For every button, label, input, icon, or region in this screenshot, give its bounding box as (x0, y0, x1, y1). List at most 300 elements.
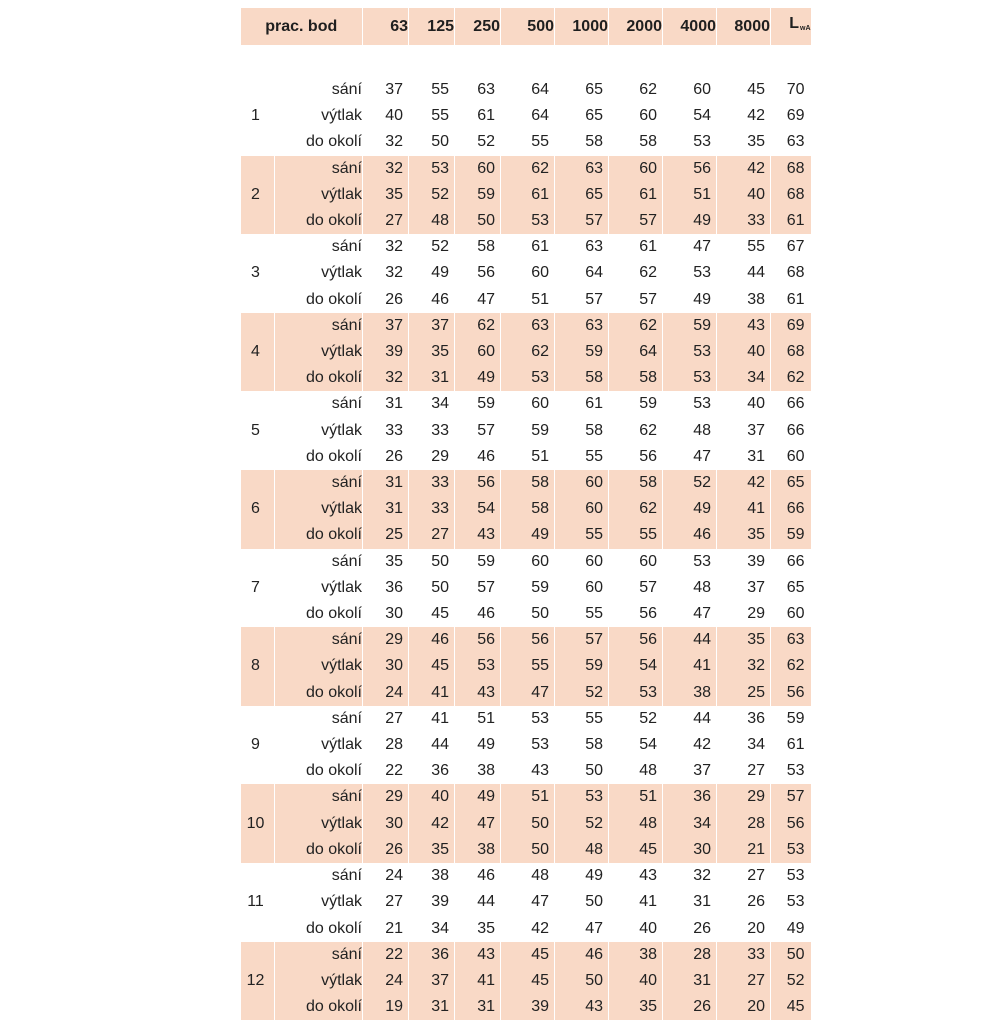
table-row (241, 260, 811, 286)
band-value-cell: 58 (555, 129, 609, 155)
measurement-location-label: sání (275, 706, 363, 732)
band-value-cell: 55 (555, 706, 609, 732)
band-value-cell: 46 (555, 942, 609, 968)
band-value-cell: 61 (455, 103, 501, 129)
band-value-cell: 55 (609, 522, 663, 548)
band-value-cell: 37 (717, 575, 771, 601)
band-value-cell: 59 (555, 653, 609, 679)
table-row (241, 916, 811, 942)
band-value-cell: 33 (717, 208, 771, 234)
lwa-value-cell: 63 (771, 627, 811, 653)
measurement-location-label: do okolí (275, 287, 363, 313)
table-row (241, 784, 811, 810)
band-value-cell: 28 (663, 942, 717, 968)
lwa-value-cell: 52 (771, 968, 811, 994)
band-value-cell: 63 (555, 313, 609, 339)
band-value-cell: 28 (717, 811, 771, 837)
lwa-value-cell: 49 (771, 916, 811, 942)
band-value-cell: 39 (409, 889, 455, 915)
band-value-cell: 30 (363, 601, 409, 627)
table-row (241, 811, 811, 837)
table-row (241, 287, 811, 313)
band-value-cell: 31 (663, 968, 717, 994)
band-value-cell: 36 (409, 942, 455, 968)
band-value-cell: 37 (717, 418, 771, 444)
band-value-cell: 30 (363, 811, 409, 837)
band-value-cell: 35 (363, 182, 409, 208)
band-value-cell: 50 (409, 575, 455, 601)
band-value-cell: 49 (663, 287, 717, 313)
operating-point-number: 3 (241, 234, 275, 313)
lwa-value-cell: 61 (771, 208, 811, 234)
band-value-cell: 26 (663, 916, 717, 942)
band-value-cell: 40 (609, 916, 663, 942)
band-value-cell: 57 (455, 418, 501, 444)
band-value-cell: 33 (409, 470, 455, 496)
band-value-cell: 61 (555, 391, 609, 417)
table-row (241, 968, 811, 994)
measurement-location-label: do okolí (275, 994, 363, 1020)
lwa-value-cell: 63 (771, 129, 811, 155)
band-value-cell: 26 (717, 889, 771, 915)
band-value-cell: 29 (717, 601, 771, 627)
lwa-value-cell: 66 (771, 391, 811, 417)
band-value-cell: 62 (609, 313, 663, 339)
band-value-cell: 57 (555, 627, 609, 653)
band-value-cell: 49 (455, 365, 501, 391)
lwa-value-cell: 59 (771, 706, 811, 732)
measurement-location-label: výtlak (275, 889, 363, 915)
band-value-cell: 53 (663, 365, 717, 391)
measurement-location-label: sání (275, 156, 363, 182)
lwa-value-cell: 68 (771, 182, 811, 208)
band-value-cell: 54 (455, 496, 501, 522)
table-row (241, 522, 811, 548)
table-row (241, 889, 811, 915)
lwa-value-cell: 53 (771, 889, 811, 915)
table-row (241, 496, 811, 522)
band-value-cell: 58 (455, 234, 501, 260)
band-value-cell: 60 (455, 156, 501, 182)
band-value-cell: 63 (501, 313, 555, 339)
band-value-cell: 48 (609, 811, 663, 837)
band-value-cell: 42 (717, 156, 771, 182)
band-value-cell: 54 (609, 732, 663, 758)
table-row (241, 601, 811, 627)
band-value-cell: 60 (555, 575, 609, 601)
table-row (241, 627, 811, 653)
header-band-250: 250 (455, 8, 501, 45)
band-value-cell: 33 (363, 418, 409, 444)
band-value-cell: 49 (555, 863, 609, 889)
band-value-cell: 32 (363, 234, 409, 260)
band-value-cell: 56 (455, 627, 501, 653)
band-value-cell: 47 (501, 889, 555, 915)
band-value-cell: 42 (717, 470, 771, 496)
band-value-cell: 48 (501, 863, 555, 889)
band-value-cell: 39 (717, 549, 771, 575)
band-value-cell: 59 (455, 549, 501, 575)
header-band-63: 63 (363, 8, 409, 45)
table-row (241, 575, 811, 601)
operating-point-number: 10 (241, 784, 275, 863)
header-band-2000: 2000 (609, 8, 663, 45)
band-value-cell: 34 (717, 365, 771, 391)
header-point-label: prac. bod (241, 8, 363, 45)
band-value-cell: 42 (501, 916, 555, 942)
band-value-cell: 32 (363, 129, 409, 155)
band-value-cell: 41 (409, 706, 455, 732)
band-value-cell: 57 (609, 208, 663, 234)
band-value-cell: 33 (409, 418, 455, 444)
band-value-cell: 54 (609, 653, 663, 679)
table-row (241, 680, 811, 706)
band-value-cell: 32 (717, 653, 771, 679)
band-value-cell: 46 (455, 601, 501, 627)
measurement-location-label: do okolí (275, 916, 363, 942)
band-value-cell: 29 (363, 627, 409, 653)
band-value-cell: 26 (363, 837, 409, 863)
band-value-cell: 58 (501, 496, 555, 522)
band-value-cell: 37 (409, 313, 455, 339)
measurement-location-label: sání (275, 391, 363, 417)
measurement-location-label: do okolí (275, 365, 363, 391)
header-band-8000: 8000 (717, 8, 771, 45)
band-value-cell: 35 (455, 916, 501, 942)
band-value-cell: 55 (409, 77, 455, 103)
band-value-cell: 56 (663, 156, 717, 182)
band-value-cell: 47 (663, 601, 717, 627)
band-value-cell: 50 (455, 208, 501, 234)
table-row (241, 758, 811, 784)
band-value-cell: 62 (609, 418, 663, 444)
band-value-cell: 56 (609, 601, 663, 627)
band-value-cell: 32 (363, 365, 409, 391)
band-value-cell: 27 (363, 889, 409, 915)
band-value-cell: 46 (455, 444, 501, 470)
band-value-cell: 53 (555, 784, 609, 810)
band-value-cell: 55 (717, 234, 771, 260)
band-value-cell: 42 (717, 103, 771, 129)
band-value-cell: 32 (363, 156, 409, 182)
header-band-1000: 1000 (555, 8, 609, 45)
table-row (241, 942, 811, 968)
table-row (241, 339, 811, 365)
band-value-cell: 47 (455, 287, 501, 313)
band-value-cell: 19 (363, 994, 409, 1020)
band-value-cell: 55 (555, 601, 609, 627)
band-value-cell: 64 (555, 260, 609, 286)
table-row (241, 994, 811, 1020)
band-value-cell: 59 (555, 339, 609, 365)
band-value-cell: 55 (501, 653, 555, 679)
band-value-cell: 38 (717, 287, 771, 313)
band-value-cell: 27 (363, 208, 409, 234)
table-row (241, 706, 811, 732)
band-value-cell: 64 (501, 77, 555, 103)
table-row (241, 234, 811, 260)
band-value-cell: 51 (663, 182, 717, 208)
lwa-value-cell: 69 (771, 313, 811, 339)
band-value-cell: 56 (609, 627, 663, 653)
band-value-cell: 29 (363, 784, 409, 810)
operating-point-number: 9 (241, 706, 275, 785)
band-value-cell: 42 (409, 811, 455, 837)
lwa-value-cell: 62 (771, 365, 811, 391)
band-value-cell: 42 (663, 732, 717, 758)
measurement-location-label: výtlak (275, 653, 363, 679)
lwa-value-cell: 69 (771, 103, 811, 129)
band-value-cell: 38 (409, 863, 455, 889)
band-value-cell: 27 (717, 863, 771, 889)
measurement-location-label: do okolí (275, 680, 363, 706)
measurement-location-label: do okolí (275, 522, 363, 548)
band-value-cell: 30 (663, 837, 717, 863)
band-value-cell: 29 (717, 784, 771, 810)
band-value-cell: 52 (555, 680, 609, 706)
band-value-cell: 48 (663, 575, 717, 601)
band-value-cell: 41 (663, 653, 717, 679)
band-value-cell: 61 (501, 234, 555, 260)
band-value-cell: 38 (663, 680, 717, 706)
band-value-cell: 57 (609, 287, 663, 313)
table-body (241, 77, 811, 1020)
band-value-cell: 53 (663, 260, 717, 286)
operating-point-number: 6 (241, 470, 275, 549)
band-value-cell: 35 (363, 549, 409, 575)
band-value-cell: 51 (501, 444, 555, 470)
band-value-cell: 59 (609, 391, 663, 417)
header-lwa (771, 8, 811, 45)
operating-point-number: 8 (241, 627, 275, 706)
lwa-value-cell: 60 (771, 444, 811, 470)
band-value-cell: 60 (609, 156, 663, 182)
band-value-cell: 58 (555, 365, 609, 391)
band-value-cell: 62 (501, 339, 555, 365)
measurement-location-label: sání (275, 470, 363, 496)
band-value-cell: 53 (455, 653, 501, 679)
band-value-cell: 44 (455, 889, 501, 915)
band-value-cell: 45 (609, 837, 663, 863)
band-value-cell: 60 (555, 496, 609, 522)
measurement-location-label: sání (275, 313, 363, 339)
band-value-cell: 64 (501, 103, 555, 129)
band-value-cell: 46 (409, 627, 455, 653)
band-value-cell: 33 (409, 496, 455, 522)
measurement-location-label: výtlak (275, 732, 363, 758)
band-value-cell: 21 (363, 916, 409, 942)
band-value-cell: 55 (501, 129, 555, 155)
header-band-125: 125 (409, 8, 455, 45)
lwa-value-cell: 53 (771, 837, 811, 863)
band-value-cell: 36 (717, 706, 771, 732)
measurement-location-label: sání (275, 863, 363, 889)
lwa-value-cell: 68 (771, 156, 811, 182)
operating-point-number: 1 (241, 77, 275, 156)
band-value-cell: 34 (717, 732, 771, 758)
table-row (241, 208, 811, 234)
band-value-cell: 46 (455, 863, 501, 889)
band-value-cell: 56 (501, 627, 555, 653)
table-row (241, 863, 811, 889)
measurement-location-label: sání (275, 77, 363, 103)
band-value-cell: 45 (501, 968, 555, 994)
band-value-cell: 20 (717, 994, 771, 1020)
band-value-cell: 41 (609, 889, 663, 915)
band-value-cell: 58 (501, 470, 555, 496)
band-value-cell: 40 (717, 182, 771, 208)
table-row (241, 77, 811, 103)
band-value-cell: 53 (609, 680, 663, 706)
band-value-cell: 60 (555, 470, 609, 496)
band-value-cell: 36 (663, 784, 717, 810)
band-value-cell: 27 (363, 706, 409, 732)
band-value-cell: 59 (455, 182, 501, 208)
band-value-cell: 28 (363, 732, 409, 758)
lwa-value-cell: 53 (771, 863, 811, 889)
band-value-cell: 58 (609, 470, 663, 496)
band-value-cell: 53 (409, 156, 455, 182)
band-value-cell: 60 (663, 77, 717, 103)
band-value-cell: 48 (609, 758, 663, 784)
band-value-cell: 31 (409, 994, 455, 1020)
measurement-location-label: výtlak (275, 339, 363, 365)
band-value-cell: 53 (663, 129, 717, 155)
band-value-cell: 38 (609, 942, 663, 968)
band-value-cell: 47 (663, 234, 717, 260)
band-value-cell: 59 (455, 391, 501, 417)
band-value-cell: 37 (363, 77, 409, 103)
band-value-cell: 47 (555, 916, 609, 942)
band-value-cell: 44 (663, 627, 717, 653)
measurement-location-label: sání (275, 942, 363, 968)
band-value-cell: 43 (501, 758, 555, 784)
measurement-location-label: sání (275, 627, 363, 653)
band-value-cell: 25 (363, 522, 409, 548)
band-value-cell: 53 (501, 208, 555, 234)
band-value-cell: 45 (717, 77, 771, 103)
band-value-cell: 38 (455, 837, 501, 863)
band-value-cell: 52 (555, 811, 609, 837)
band-value-cell: 48 (555, 837, 609, 863)
band-value-cell: 60 (501, 260, 555, 286)
band-value-cell: 60 (501, 391, 555, 417)
header-lwa-subscript: wA (800, 25, 811, 32)
table-row (241, 653, 811, 679)
band-value-cell: 61 (501, 182, 555, 208)
operating-point-number: 2 (241, 156, 275, 235)
table-row (241, 444, 811, 470)
band-value-cell: 44 (663, 706, 717, 732)
band-value-cell: 40 (717, 339, 771, 365)
band-value-cell: 50 (555, 968, 609, 994)
table-row (241, 129, 811, 155)
band-value-cell: 36 (409, 758, 455, 784)
lwa-value-cell: 45 (771, 994, 811, 1020)
band-value-cell: 43 (455, 942, 501, 968)
band-value-cell: 49 (455, 784, 501, 810)
band-value-cell: 26 (363, 287, 409, 313)
band-value-cell: 52 (409, 182, 455, 208)
lwa-value-cell: 68 (771, 260, 811, 286)
lwa-value-cell: 70 (771, 77, 811, 103)
band-value-cell: 47 (663, 444, 717, 470)
band-value-cell: 44 (717, 260, 771, 286)
lwa-value-cell: 65 (771, 575, 811, 601)
band-value-cell: 62 (455, 313, 501, 339)
band-value-cell: 63 (555, 234, 609, 260)
measurement-location-label: do okolí (275, 208, 363, 234)
band-value-cell: 55 (555, 444, 609, 470)
band-value-cell: 52 (663, 470, 717, 496)
table-header-row (241, 8, 811, 45)
band-value-cell: 41 (409, 680, 455, 706)
operating-point-number: 12 (241, 942, 275, 1020)
band-value-cell: 35 (409, 339, 455, 365)
band-value-cell: 47 (455, 811, 501, 837)
band-value-cell: 59 (501, 575, 555, 601)
header-lwa-main: L (789, 15, 799, 32)
band-value-cell: 37 (663, 758, 717, 784)
band-value-cell: 56 (455, 470, 501, 496)
band-value-cell: 39 (501, 994, 555, 1020)
band-value-cell: 43 (455, 522, 501, 548)
band-value-cell: 61 (609, 182, 663, 208)
band-value-cell: 58 (555, 418, 609, 444)
band-value-cell: 51 (609, 784, 663, 810)
band-value-cell: 22 (363, 942, 409, 968)
band-value-cell: 44 (409, 732, 455, 758)
measurement-location-label: výtlak (275, 260, 363, 286)
lwa-value-cell: 50 (771, 942, 811, 968)
band-value-cell: 31 (363, 391, 409, 417)
lwa-value-cell: 62 (771, 653, 811, 679)
measurement-location-label: výtlak (275, 182, 363, 208)
operating-point-number: 11 (241, 863, 275, 942)
lwa-value-cell: 66 (771, 496, 811, 522)
band-value-cell: 43 (555, 994, 609, 1020)
band-value-cell: 59 (663, 313, 717, 339)
measurement-location-label: do okolí (275, 837, 363, 863)
band-value-cell: 31 (363, 470, 409, 496)
band-value-cell: 52 (409, 234, 455, 260)
band-value-cell: 56 (609, 444, 663, 470)
measurement-location-label: do okolí (275, 129, 363, 155)
measurement-location-label: do okolí (275, 601, 363, 627)
band-value-cell: 51 (501, 784, 555, 810)
table-row (241, 156, 811, 182)
band-value-cell: 45 (409, 653, 455, 679)
band-value-cell: 40 (363, 103, 409, 129)
measurement-location-label: sání (275, 234, 363, 260)
band-value-cell: 57 (555, 208, 609, 234)
band-value-cell: 50 (409, 549, 455, 575)
table-row (241, 732, 811, 758)
band-value-cell: 60 (455, 339, 501, 365)
band-value-cell: 35 (609, 994, 663, 1020)
table-row (241, 391, 811, 417)
table-row (241, 470, 811, 496)
operating-point-number: 4 (241, 313, 275, 392)
lwa-value-cell: 53 (771, 758, 811, 784)
band-value-cell: 50 (555, 889, 609, 915)
band-value-cell: 58 (609, 129, 663, 155)
lwa-value-cell: 65 (771, 470, 811, 496)
band-value-cell: 55 (409, 103, 455, 129)
band-value-cell: 43 (717, 313, 771, 339)
band-value-cell: 61 (609, 234, 663, 260)
band-value-cell: 64 (609, 339, 663, 365)
